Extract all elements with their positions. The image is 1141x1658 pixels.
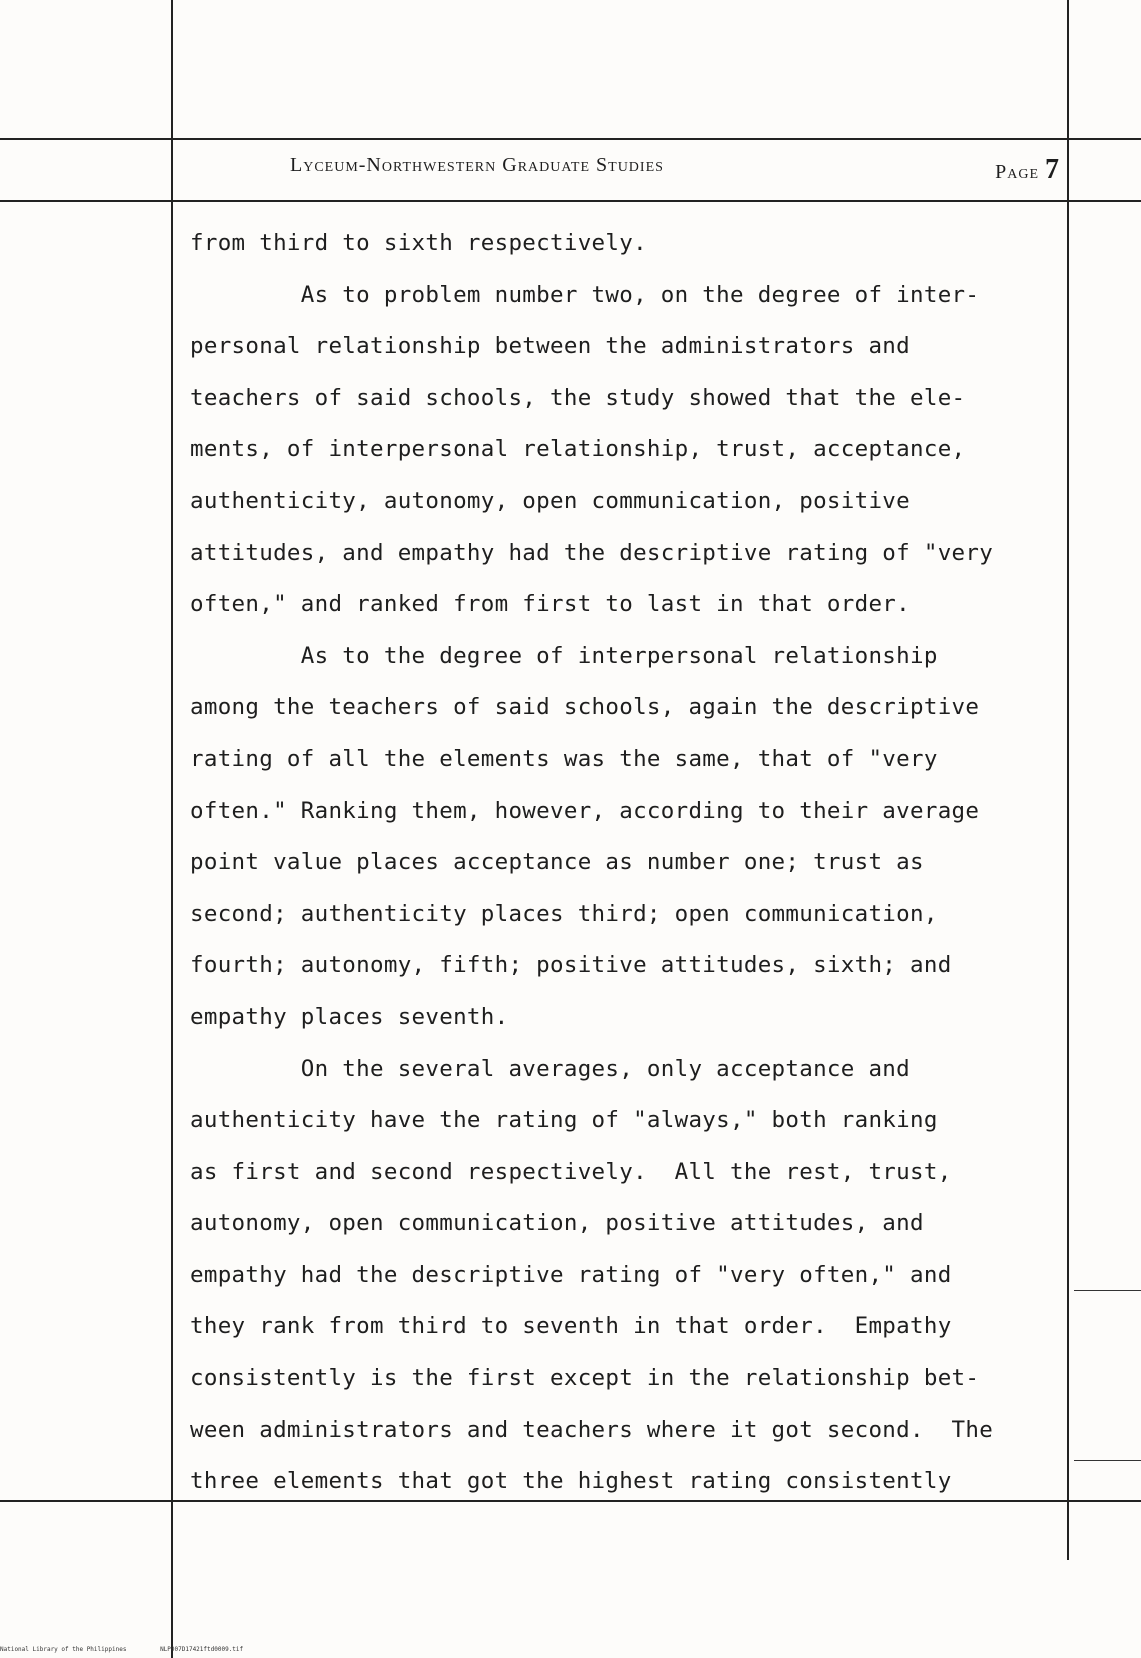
text-line: rating of all the elements was the same, that of "very [190, 745, 938, 772]
text-line: authenticity have the rating of "always," both ranking [190, 1107, 938, 1134]
body-text [190, 218, 1070, 1508]
margin-stub [1074, 1290, 1141, 1291]
text-line: autonomy, open communication, positive attitudes, and [190, 1210, 924, 1237]
page-label: Page [995, 161, 1039, 183]
left-margin-rule [171, 0, 173, 1658]
file-id: NLP007D17421ftd0009.tif [160, 1646, 244, 1653]
scan-credit [0, 1646, 273, 1653]
text-line: empathy places seventh. [190, 1003, 509, 1030]
text-line: often." Ranking them, however, according to their average [190, 797, 980, 824]
running-header [290, 152, 1060, 186]
text-line: point value places acceptance as number one; trust as [190, 849, 924, 876]
header-title: Lyceum-Northwestern Graduate Studies [290, 154, 664, 176]
text-line: attitudes, and empathy had the descriptive rating of "very [190, 539, 994, 566]
text-line: On the several averages, only acceptance and [190, 1055, 910, 1082]
text-line: ments, of interpersonal relationship, trust, acceptance, [190, 436, 966, 463]
text-line: they rank from third to seventh in that order. Empathy [190, 1313, 952, 1340]
text-line: authenticity, autonomy, open communication, positive [190, 487, 910, 514]
text-line: ween administrators and teachers where it got second. The [190, 1416, 994, 1443]
library-credit: National Library of the Philippines [0, 1646, 127, 1653]
text-line: second; authenticity places third; open communication, [190, 900, 938, 927]
text-line: among the teachers of said schools, again the descriptive [190, 694, 980, 721]
text-line: fourth; autonomy, fifth; positive attitudes, sixth; and [190, 952, 952, 979]
header-page [995, 154, 1060, 186]
page-number: 7 [1045, 154, 1060, 185]
text-line: personal relationship between the administrators and [190, 333, 910, 360]
margin-stub [1074, 1460, 1141, 1461]
text-line: consistently is the first except in the relationship bet- [190, 1365, 980, 1392]
text-line: often," and ranked from first to last in that order. [190, 591, 910, 618]
text-line: empathy had the descriptive rating of "very often," and [190, 1261, 952, 1288]
header-bottom-rule [0, 200, 1141, 202]
text-line: as first and second respectively. All the rest, trust, [190, 1158, 952, 1185]
header-top-rule [0, 138, 1141, 140]
text-line: As to problem number two, on the degree of inter- [190, 281, 980, 308]
text-line: from third to sixth respectively. [190, 230, 647, 256]
text-line: teachers of said schools, the study showed that the ele- [190, 384, 966, 411]
text-line: three elements that got the highest rating consistently [190, 1468, 952, 1495]
text-line: As to the degree of interpersonal relationship [190, 642, 938, 669]
